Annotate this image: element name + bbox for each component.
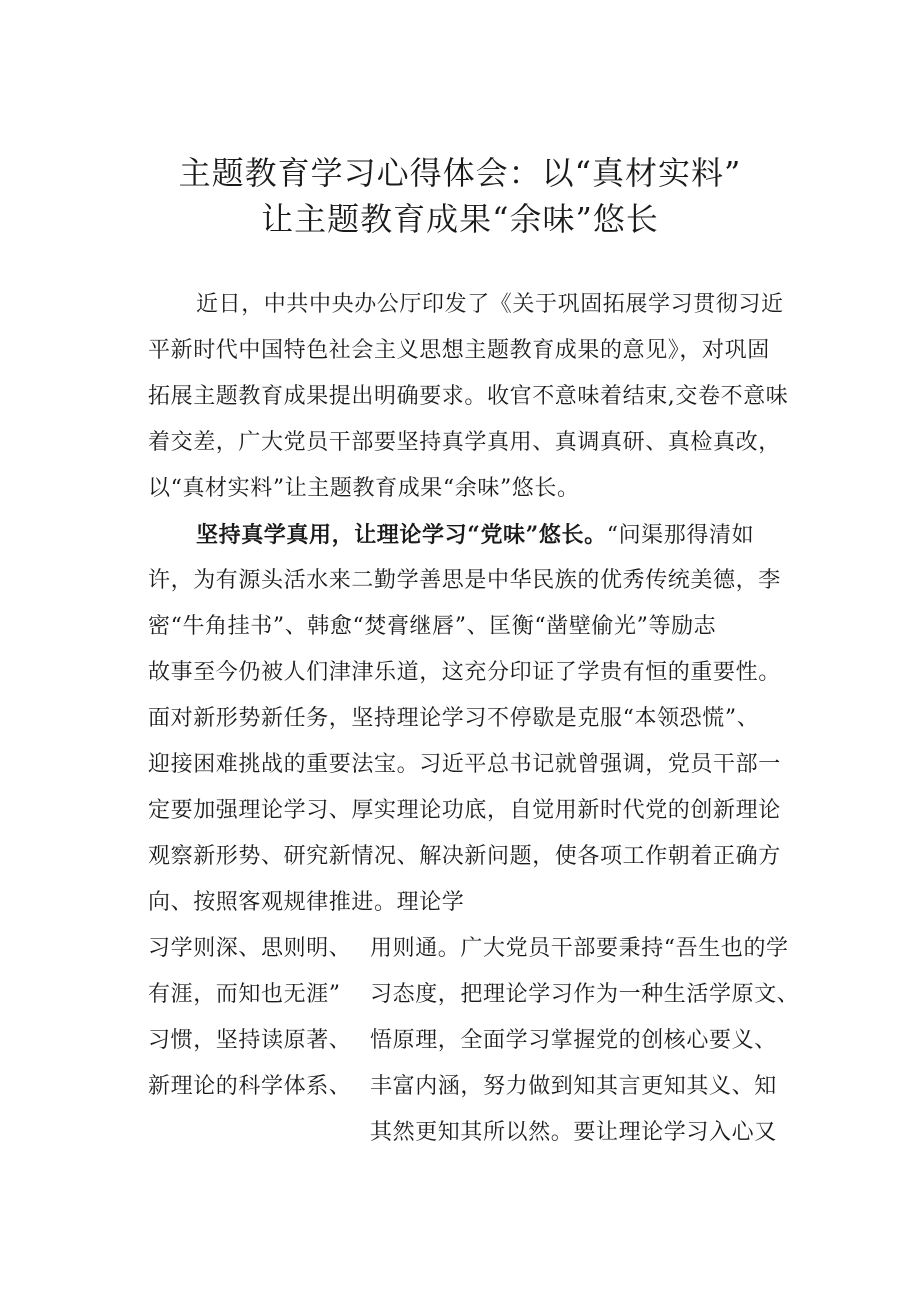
- paragraph-2-heading: 坚持真学真用，让理论学习“党味”悠长。: [196, 522, 607, 548]
- paragraph-2-line-3: 密“牛角挂书”、韩愈“焚膏继唇”、匡衡“凿壁偷光”等励志: [148, 614, 717, 639]
- paragraph-1-line-1: 近日，中共中央办公厅印发了《关于巩固拓展学习贯彻习近: [196, 292, 784, 317]
- left-column-line-1: 习学则深、思则明、: [148, 936, 352, 961]
- paragraph-1-line-2: 平新时代中国特色社会主义思想主题教育成果的意见》，对巩固: [148, 338, 770, 363]
- title-line-2: 让主题教育成果“余味”悠长: [261, 200, 659, 238]
- paragraph-2-line-9: 向、按照客观规律推进。理论学: [148, 890, 465, 915]
- paragraph-1-line-5: 以“真材实料”让主题教育成果“余味”悠长。: [148, 476, 580, 501]
- paragraph-2-first-rest: “问渠那得清如: [606, 523, 755, 548]
- right-column-line-3: 悟原理，全面学习掌握党的创核心要义、: [370, 1028, 777, 1053]
- paragraph-2-line-4: 故事至今仍被人们津津乐道，这充分印证了学贵有恒的重要性。: [148, 660, 781, 685]
- paragraph-2-line-8: 观察新形势、研究新情况、解决新问题，使各项工作朝着正确方: [148, 844, 781, 869]
- paragraph-2-line-2: 许，为有源头活水来二勤学善思是中华民族的优秀传统美德，李: [148, 568, 781, 593]
- left-column-line-2: 有涯，而知也无涯”: [148, 982, 341, 1007]
- document-title: [120, 150, 800, 242]
- left-column-line-3: 习惯，坚持读原著、: [148, 1028, 352, 1053]
- paragraph-1-line-4: 着交差，广大党员干部要坚持真学真用、真调真研、真检真改，: [148, 430, 781, 455]
- left-column-line-4: 新理论的科学体系、: [148, 1074, 352, 1099]
- right-column-line-2: 习态度，把理论学习作为一种生活学原文、: [370, 982, 800, 1007]
- paragraph-2-line-1: [196, 520, 754, 551]
- right-column-line-4: 丰富内涵，努力做到知其言更知其义、知: [370, 1074, 777, 1099]
- paragraph-2-line-7: 定要加强理论学习、厚实理论功底，自觉用新时代党的创新理论: [148, 798, 781, 823]
- right-column-line-5: 其然更知其所以然。要让理论学习入心又: [370, 1120, 777, 1145]
- paragraph-1-line-3: 拓展主题教育成果提出明确要求。收官不意味着结束,交卷不意味: [148, 384, 789, 409]
- title-line-1: 主题教育学习心得体会：以“真材实料”: [178, 154, 742, 192]
- paragraph-2-line-5: 面对新形势新任务，坚持理论学习不停歇是克服“本领恐慌”、: [148, 706, 760, 731]
- right-column-line-1: 用则通。广大党员干部要秉持“吾生也的学: [370, 936, 789, 961]
- paragraph-2-line-6: 迎接困难挑战的重要法宝。习近平总书记就曾强调，党员干部一: [148, 752, 781, 777]
